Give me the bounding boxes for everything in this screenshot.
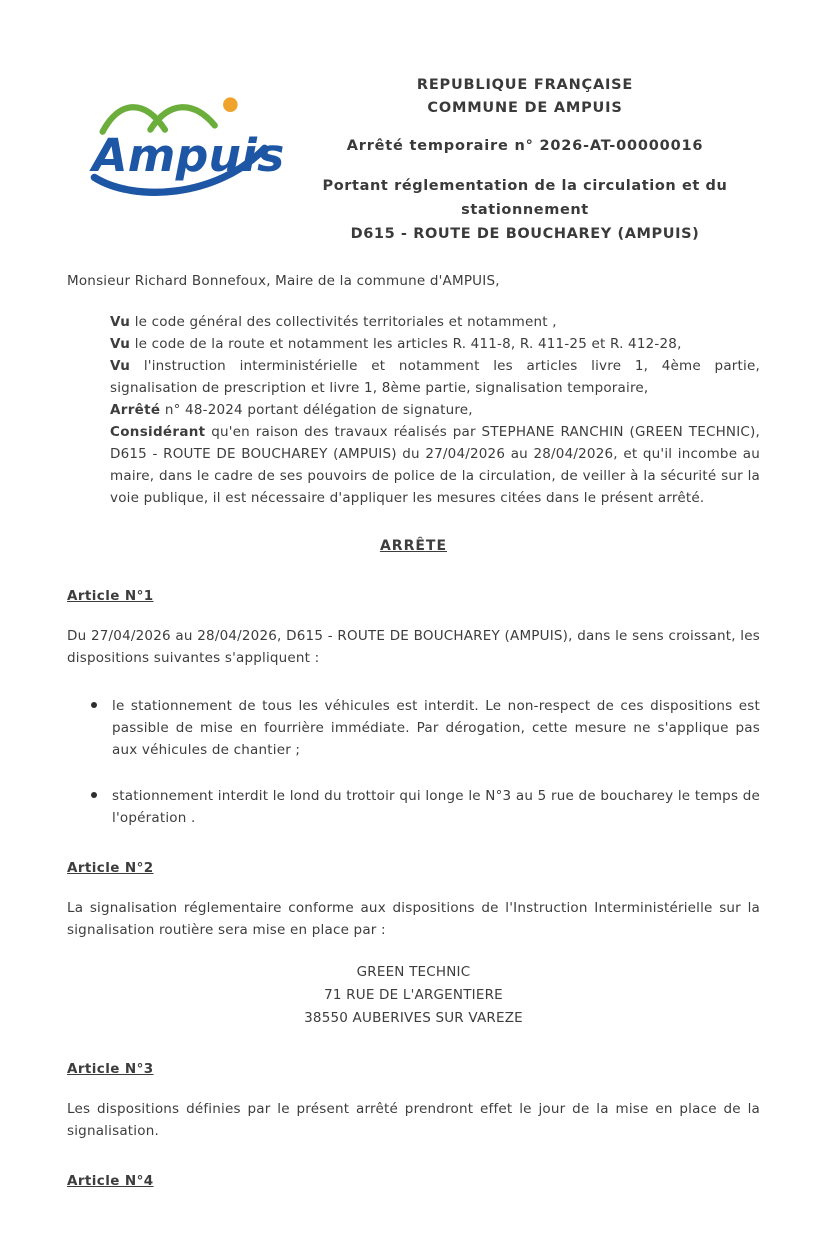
article-1-title: Article N°1 [67, 588, 154, 604]
arrete-title: Portant réglementation de la circulation et du stationnement [322, 178, 728, 218]
recital-arrete [110, 399, 760, 421]
recital-text: qu'en raison des travaux réalisés par STEPHANE RANCHIN (GREEN TECHNIC), D615 - ROUTE DE BOUCHAREY (AMPUIS) du 27/04/2026 au 28/04/2026, et qu'il incombe au maire, dans le cadre de ses pouvoirs de police de la circulation, de veiller à la sécurité sur la voie publique, il est nécessaire d'appliquer les mesures citées dans le présent arrêté. [110, 424, 760, 506]
recital-considerant [110, 421, 760, 509]
recitals-block [110, 311, 760, 509]
logo-text: Ampuis [92, 129, 285, 183]
article-2-intro: La signalisation réglementaire conforme aux dispositions de l'Instruction Interministérielle sur la signalisation routière sera mise en place par : [67, 900, 760, 938]
document-body [0, 270, 827, 1192]
bullet-text: stationnement interdit le lond du trottoir qui longe le N°3 au 5 rue de boucharey le temps de l'opération . [112, 788, 760, 826]
commune-line: COMMUNE DE AMPUIS [427, 100, 623, 116]
recital-lead: Considérant [110, 424, 206, 440]
recital-lead: Vu [110, 314, 131, 330]
recital-lead: Vu [110, 336, 131, 352]
ampuis-logo-graphic [88, 86, 285, 194]
company-street: 71 RUE DE L'ARGENTIERE [324, 987, 503, 1003]
list-item [91, 695, 760, 761]
bullet-icon [91, 702, 97, 708]
logo-sun-icon [223, 97, 238, 112]
recital-text: l'instruction interministérielle et notamment les articles livre 1, 4ème partie, signalisation de prescription et livre 1, 8ème partie, signalisation temporaire, [110, 358, 760, 396]
recital-text: n° 48-2024 portant délégation de signature, [164, 402, 473, 418]
company-city: 38550 AUBERIVES SUR VAREZE [304, 1010, 523, 1026]
recital-lead: Arrêté [110, 402, 161, 418]
arrete-road: D615 - ROUTE DE BOUCHAREY (AMPUIS) [350, 226, 700, 242]
recital-vu-1 [110, 311, 760, 333]
company-name: GREEN TECHNIC [356, 964, 471, 980]
arrete-heading: ARRÊTE [379, 538, 448, 554]
arrete-number: Arrêté temporaire n° 2026-AT-00000016 [346, 138, 704, 154]
recital-vu-3 [110, 355, 760, 399]
list-item [91, 785, 760, 829]
recital-text: le code général des collectivités territoriales et notamment , [134, 314, 557, 330]
document-page [0, 74, 827, 1243]
bullet-text: le stationnement de tous les véhicules est interdit. Le non-respect de ces dispositions est passible de mise en fourrière immédiate. Par dérogation, cette mesure ne s'applique pas aux véhicules de chantier ; [112, 698, 760, 758]
article-4-title: Article N°4 [67, 1173, 154, 1189]
article-2-title: Article N°2 [67, 860, 154, 876]
document-header [0, 74, 827, 246]
recital-vu-2 [110, 333, 760, 355]
article-1-bullets [67, 695, 760, 829]
recital-text: le code de la route et notamment les articles R. 411-8, R. 411-25 et R. 412-28, [134, 336, 682, 352]
article-3-title: Article N°3 [67, 1061, 154, 1077]
ampuis-logo [88, 86, 285, 194]
company-address-block [67, 961, 760, 1030]
article-3-intro: Les dispositions définies par le présent arrêté prendront effet le jour de la mise en place de la signalisation. [67, 1101, 760, 1139]
header-text-block [278, 74, 772, 246]
republique-line: REPUBLIQUE FRANÇAISE [416, 77, 634, 93]
recital-lead: Vu [110, 358, 131, 374]
bullet-icon [91, 792, 97, 798]
article-1-intro: Du 27/04/2026 au 28/04/2026, D615 - ROUTE DE BOUCHAREY (AMPUIS), dans le sens croissant, les dispositions suivantes s'appliquent : [67, 628, 760, 666]
mayor-intro-line: Monsieur Richard Bonnefoux, Maire de la commune d'AMPUIS, [67, 273, 500, 289]
